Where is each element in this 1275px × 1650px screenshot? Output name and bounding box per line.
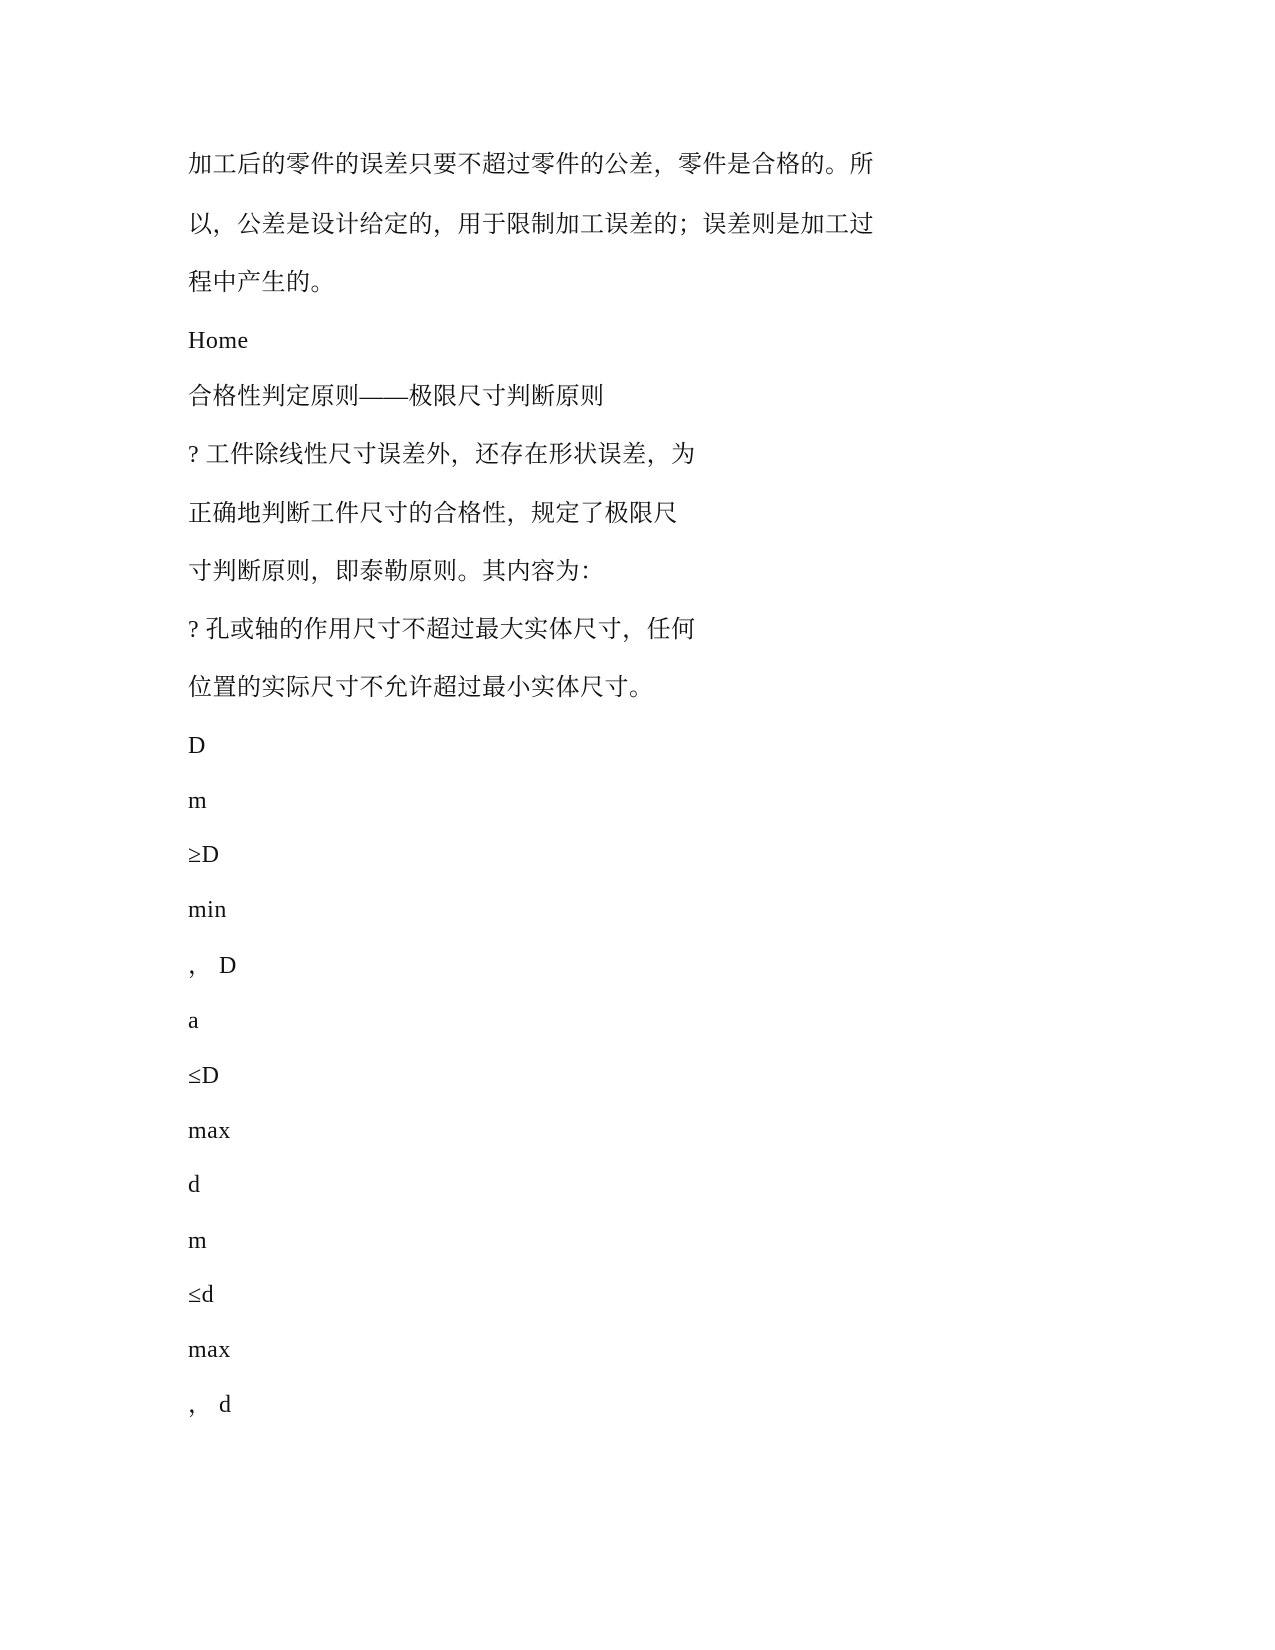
formula-fragment: ≤D bbox=[188, 1063, 220, 1089]
formula-fragment: a bbox=[188, 1008, 200, 1034]
formula-fragment: ， d bbox=[188, 1392, 232, 1418]
formula-fragment: min bbox=[188, 897, 227, 923]
formula-fragment: ≤d bbox=[188, 1282, 215, 1308]
paragraph-line-1: 加工后的零件的误差只要不超过零件的公差，零件是合格的。所 bbox=[188, 152, 874, 178]
formula-fragment: m bbox=[188, 788, 208, 814]
formula-fragment: ≥D bbox=[188, 842, 220, 868]
bullet-2-line-1: ? 孔或轴的作用尺寸不超过最大实体尺寸，任何 bbox=[188, 617, 696, 643]
bullet-2-line-2: 位置的实际尺寸不允许超过最小实体尺寸。 bbox=[188, 675, 654, 701]
bullet-1-line-3: 寸判断原则，即泰勒原则。其内容为： bbox=[188, 559, 605, 585]
formula-fragment: max bbox=[188, 1337, 231, 1363]
formula-fragment: d bbox=[188, 1172, 201, 1198]
formula-fragment: D bbox=[188, 733, 206, 759]
bullet-1-line-1: ? 工件除线性尺寸误差外，还存在形状误差，为 bbox=[188, 442, 696, 468]
formula-fragment: ， D bbox=[188, 953, 237, 979]
paragraph-line-3: 程中产生的。 bbox=[188, 270, 335, 296]
section-title: 合格性判定原则——极限尺寸判断原则 bbox=[188, 384, 605, 410]
formula-fragment: max bbox=[188, 1118, 231, 1144]
paragraph-line-2: 以，公差是设计给定的，用于限制加工误差的；误差则是加工过 bbox=[188, 212, 874, 238]
bullet-1-line-2: 正确地判断工件尺寸的合格性，规定了极限尺 bbox=[188, 501, 678, 527]
formula-fragment: m bbox=[188, 1228, 208, 1254]
home-link[interactable]: Home bbox=[188, 328, 249, 354]
